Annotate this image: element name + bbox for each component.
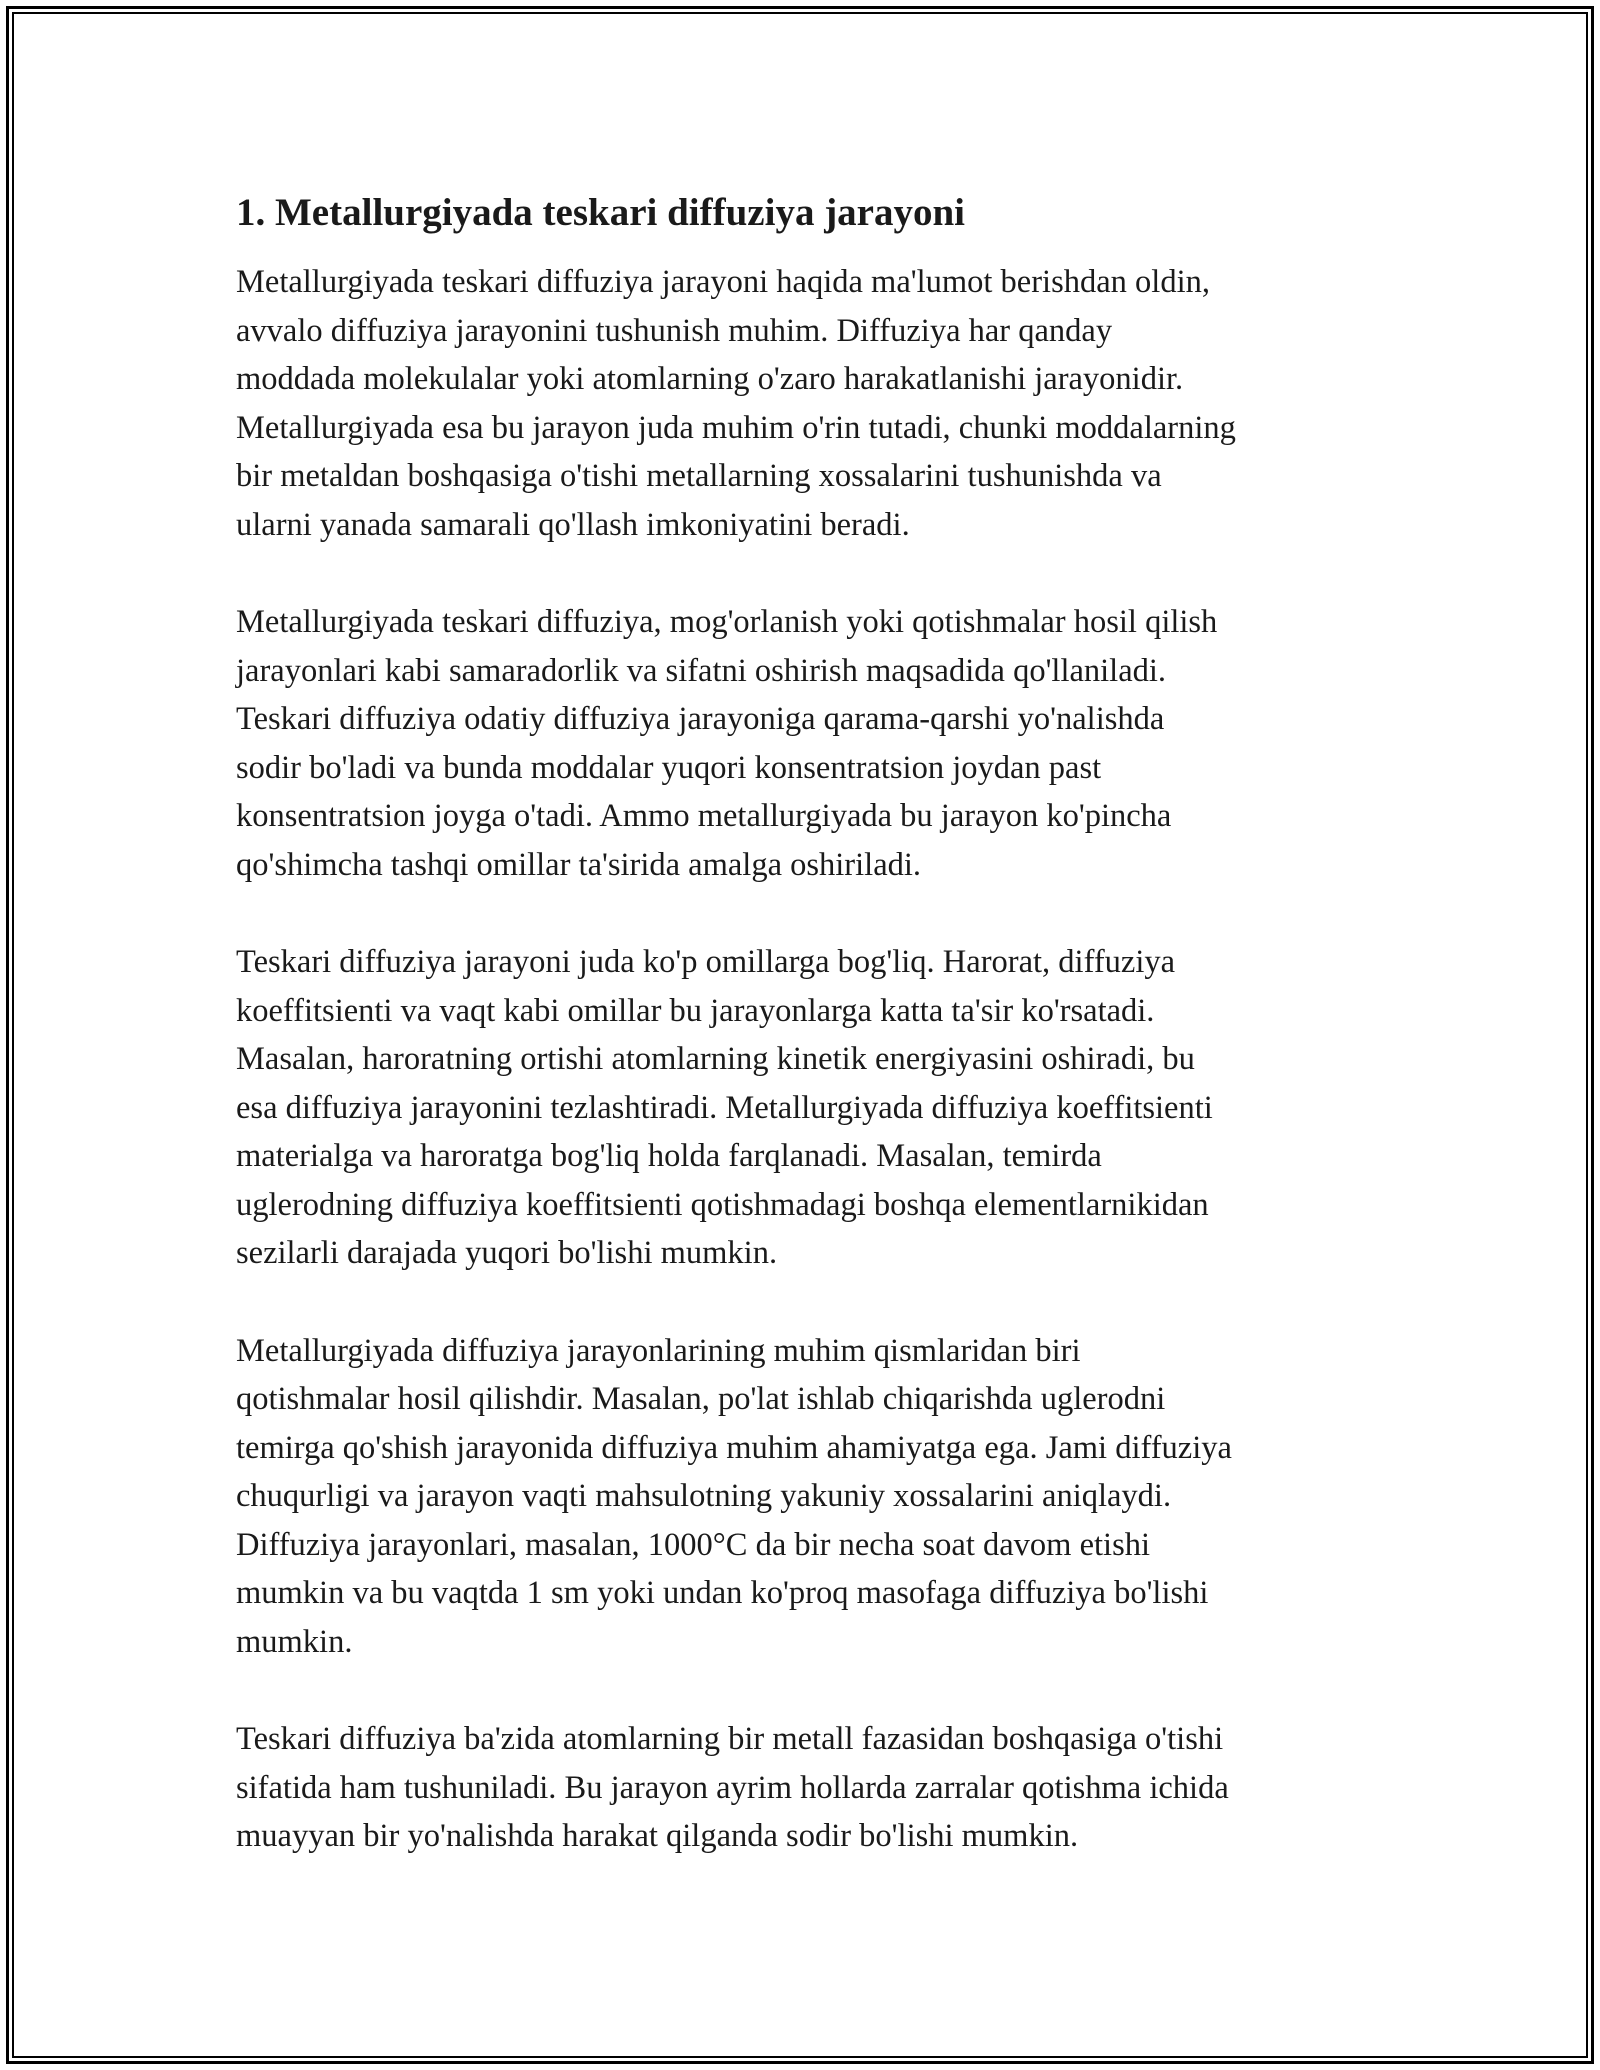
paragraph-3	[236, 938, 1376, 1278]
paragraph-line: ularni yanada samarali qo'llash imkoniyatini beradi.	[236, 506, 910, 543]
paragraph-line: Teskari diffuziya ba'zida atomlarning bir metall fazasidan boshqasiga o'tishi	[236, 1721, 1224, 1757]
section-heading: 1. Metallurgiyada teskari diffuziya jarayoni	[236, 191, 966, 234]
paragraph-1	[236, 258, 1376, 549]
paragraph-line: sifatida ham tushuniladi. Bu jarayon ayrim hollarda zarralar qotishma ichida	[236, 1769, 1229, 1806]
paragraph-line: materialga va haroratga bog'liq holda farqlanadi. Masalan, temirda	[236, 1138, 1102, 1174]
paragraph-line: sodir bo'ladi va bunda moddalar yuqori konsentratsion joydan past	[236, 749, 1102, 786]
paragraph-line: Masalan, haroratning ortishi atomlarning kinetik energiyasini oshiradi, bu	[236, 1041, 1195, 1077]
paragraph-line: mumkin.	[236, 1623, 353, 1660]
paragraph-line: Metallurgiyada teskari diffuziya jarayoni haqida ma'lumot berishdan oldin,	[236, 264, 1210, 300]
paragraph-line: konsentratsion joyga o'tadi. Ammo metallurgiyada bu jarayon ko'pincha	[236, 798, 1172, 834]
paragraph-line: moddada molekulalar yoki atomlarning o'zaro harakatlanishi jarayonidir.	[236, 361, 1184, 397]
paragraph-5	[236, 1715, 1376, 1861]
paragraph-line: Metallurgiyada teskari diffuziya, mog'orlanish yoki qotishmalar hosil qilish	[236, 604, 1218, 640]
paragraph-line: sezilarli darajada yuqori bo'lishi mumkin.	[236, 1235, 778, 1271]
paragraph-line: avvalo diffuziya jarayonini tushunish muhim. Diffuziya har qanday	[236, 312, 1113, 349]
paragraph-line: Diffuziya jarayonlari, masalan, 1000°C da bir necha soat davom etishi	[236, 1526, 1150, 1563]
paragraph-line: qo'shimcha tashqi omillar ta'sirida amalga oshiriladi.	[236, 846, 922, 883]
paragraph-line: Teskari diffuziya odatiy diffuziya jarayoniga qarama-qarshi yo'nalishda	[236, 701, 1165, 737]
paragraph-4	[236, 1327, 1376, 1667]
paragraph-line: esa diffuziya jarayonini tezlashtiradi. Metallurgiyada diffuziya koeffitsienti	[236, 1089, 1213, 1126]
paragraph-line: muayyan bir yo'nalishda harakat qilganda sodir bo'lishi mumkin.	[236, 1818, 1079, 1854]
paragraph-line: Metallurgiyada diffuziya jarayonlarining muhim qismlaridan biri	[236, 1332, 1081, 1369]
paragraph-line: jarayonlari kabi samaradorlik va sifatni oshirish maqsadida qo'llaniladi.	[236, 652, 1167, 689]
paragraph-line: mumkin va bu vaqtda 1 sm yoki undan ko'proq masofaga diffuziya bo'lishi	[236, 1575, 1209, 1611]
paragraph-line: Teskari diffuziya jarayoni juda ko'p omillarga bog'liq. Harorat, diffuziya	[236, 944, 1176, 980]
paragraph-line: bir metaldan boshqasiga o'tishi metallarning xossalarini tushunishda va	[236, 458, 1162, 494]
paragraph-line: uglerodning diffuziya koeffitsienti qotishmadagi boshqa elementlarnikidan	[236, 1186, 1209, 1223]
document-body	[236, 186, 1376, 1910]
paragraph-line: chuqurligi va jarayon vaqti mahsulotning yakuniy xossalarini aniqlaydi.	[236, 1478, 1172, 1514]
paragraph-line: qotishmalar hosil qilishdir. Masalan, po'lat ishlab chiqarishda uglerodni	[236, 1381, 1166, 1417]
paragraph-2	[236, 598, 1376, 889]
paragraph-line: Metallurgiyada esa bu jarayon juda muhim o'rin tutadi, chunki moddalarning	[236, 409, 1236, 446]
paragraph-line: temirga qo'shish jarayonida diffuziya muhim ahamiyatga ega. Jami diffuziya	[236, 1429, 1232, 1466]
paragraph-line: koeffitsienti va vaqt kabi omillar bu jarayonlarga katta ta'sir ko'rsatadi.	[236, 992, 1155, 1029]
